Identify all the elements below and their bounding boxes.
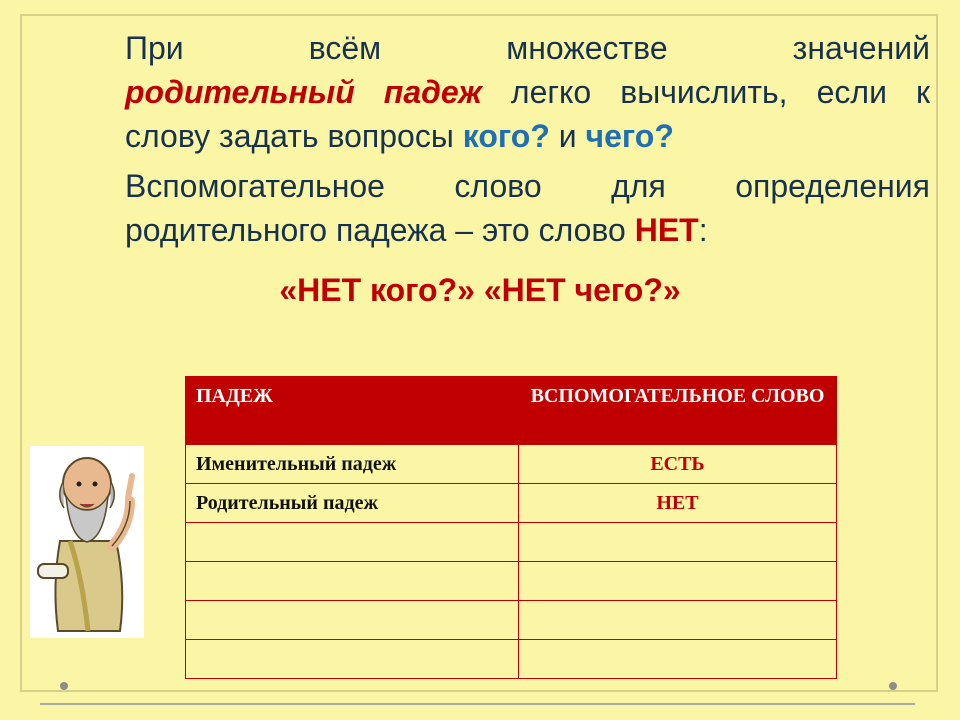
p2-line2 [30, 208, 930, 252]
paragraph-2 [30, 164, 930, 252]
p2-line1: Вспомогательное слово для определения [125, 168, 930, 204]
question-what: чего? [585, 118, 674, 154]
table-row [186, 484, 837, 523]
table-row [186, 445, 837, 484]
table-cell [186, 640, 519, 679]
table-cell: Родительный падеж [186, 484, 519, 523]
p1-line1: При всём множестве значений [125, 30, 930, 66]
table-cell [519, 640, 837, 679]
keyword-net: НЕТ [634, 212, 699, 248]
table-cell [519, 601, 837, 640]
philosopher-illustration [30, 446, 144, 638]
paragraph-1 [30, 26, 930, 158]
table-cell [186, 562, 519, 601]
table-cell: НЕТ [519, 484, 837, 523]
table-row [186, 523, 837, 562]
table-header-row [186, 377, 837, 445]
p1-line3 [30, 114, 930, 158]
table-row [186, 601, 837, 640]
p1-line3-start: слову задать вопросы [125, 118, 454, 154]
table-cell: Именительный падеж [186, 445, 519, 484]
colon: : [698, 212, 708, 248]
table-row [186, 562, 837, 601]
rule-text [30, 26, 930, 252]
table-cell [519, 562, 837, 601]
table-cell [186, 523, 519, 562]
left-dot [60, 682, 68, 690]
header-case: ПАДЕЖ [186, 377, 519, 445]
header-helper-word: ВСПОМОГАТЕЛЬНОЕ СЛОВО [519, 377, 837, 445]
formula-line: «НЕТ кого?» «НЕТ чего?» [279, 272, 681, 308]
bottom-divider [40, 703, 915, 705]
table-cell [519, 523, 837, 562]
table-cell: ЕСТЬ [519, 445, 837, 484]
table-cell [186, 601, 519, 640]
table-row [186, 640, 837, 679]
case-table [185, 376, 837, 679]
conjunction: и [558, 118, 577, 154]
p2-line2-start: родительного падежа – это слово [125, 212, 626, 248]
question-who: кого? [462, 118, 550, 154]
philosopher-teacher-icon [30, 446, 144, 638]
right-dot [889, 682, 897, 690]
p1-line2 [30, 70, 930, 114]
case-name: родительный падеж [125, 74, 482, 110]
p1-line2-rest: легко вычислить, если к [510, 74, 930, 110]
